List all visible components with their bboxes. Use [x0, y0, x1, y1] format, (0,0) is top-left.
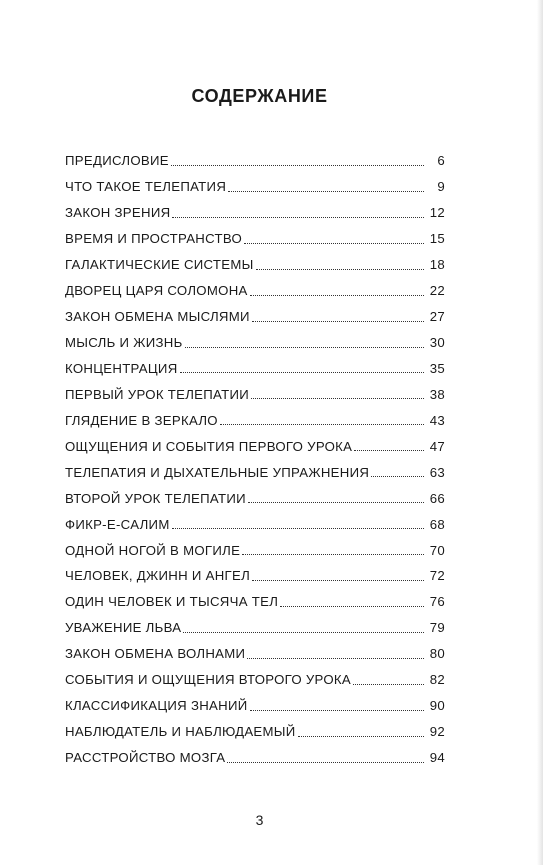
dot-leader: [227, 761, 424, 763]
toc-entry-page: 92: [429, 724, 445, 740]
page-title: СОДЕРЖАНИЕ: [191, 86, 328, 106]
toc-entry-title: МЫСЛЬ И ЖИЗНЬ: [65, 335, 183, 351]
toc-entry-page: 12: [429, 205, 445, 221]
toc-entry-page: 22: [429, 283, 445, 299]
toc-entry-title: РАССТРОЙСТВО МОЗГА: [65, 750, 226, 766]
toc-entry: [65, 693, 445, 719]
page-edge-shadow: [537, 0, 543, 865]
toc-entry: [65, 356, 445, 382]
toc-entry: [65, 459, 445, 485]
toc-entry: [65, 433, 445, 459]
toc-entry-page: 35: [429, 360, 445, 376]
toc-entry-page: 66: [429, 490, 445, 506]
toc-entry-title: ЗАКОН ОБМЕНА МЫСЛЯМИ: [65, 309, 250, 325]
toc-entry: [65, 200, 445, 226]
dot-leader: [252, 579, 424, 581]
toc-entry-page: 38: [429, 386, 445, 402]
toc-entry: [65, 745, 445, 771]
toc-entry: [65, 563, 445, 589]
toc-entry-title: КЛАССИФИКАЦИЯ ЗНАНИЙ: [65, 698, 248, 714]
toc-entry-page: 15: [429, 231, 445, 247]
toc-entry-title: ЗАКОН ОБМЕНА ВОЛНАМИ: [65, 646, 246, 662]
toc-entry-title: ГАЛАКТИЧЕСКИЕ СИСТЕМЫ: [65, 257, 254, 273]
toc-entry: [65, 511, 445, 537]
toc-entry-title: ВТОРОЙ УРОК ТЕЛЕПАТИИ: [65, 490, 246, 506]
dot-leader: [252, 320, 424, 322]
toc-entry: [65, 485, 445, 511]
toc-entry: [65, 719, 445, 745]
dot-leader: [183, 631, 424, 633]
toc-entry: [65, 381, 445, 407]
toc-entry-title: ГЛЯДЕНИЕ В ЗЕРКАЛО: [65, 412, 218, 428]
toc-entry-page: 9: [437, 179, 445, 195]
dot-leader: [298, 735, 424, 737]
toc-entry-title: ТЕЛЕПАТИЯ И ДЫХАТЕЛЬНЫЕ УПРАЖНЕНИЯ: [65, 464, 370, 480]
toc-entry: [65, 537, 445, 563]
dot-leader: [280, 605, 424, 607]
toc-entry-title: ОДИН ЧЕЛОВЕК И ТЫСЯЧА ТЕЛ: [65, 594, 279, 610]
toc-entry: [65, 226, 445, 252]
toc-entry-title: СОБЫТИЯ И ОЩУЩЕНИЯ ВТОРОГО УРОКА: [65, 672, 351, 688]
toc-entry: [65, 615, 445, 641]
dot-leader: [371, 475, 424, 477]
toc-entry-page: 18: [429, 257, 445, 273]
toc-entry-title: НАБЛЮДАТЕЛЬ И НАБЛЮДАЕМЫЙ: [65, 724, 296, 740]
toc-entry: [65, 641, 445, 667]
toc-entry-page: 76: [429, 594, 445, 610]
toc-entry: [65, 252, 445, 278]
toc-entry-title: ОДНОЙ НОГОЙ В МОГИЛЕ: [65, 542, 241, 558]
dot-leader: [220, 423, 424, 425]
toc-entry-title: УВАЖЕНИЕ ЛЬВА: [65, 620, 182, 636]
table-of-contents: [65, 148, 445, 771]
toc-entry-page: 63: [429, 464, 445, 480]
toc-entry-page: 47: [429, 438, 445, 454]
toc-entry-page: 68: [429, 516, 445, 532]
toc-entry-page: 82: [429, 672, 445, 688]
toc-entry: [65, 407, 445, 433]
dot-leader: [244, 242, 424, 244]
dot-leader: [185, 346, 424, 348]
toc-entry-title: ЗАКОН ЗРЕНИЯ: [65, 205, 171, 221]
toc-entry-title: ФИКР-Е-САЛИМ: [65, 516, 170, 532]
toc-entry-title: ПЕРВЫЙ УРОК ТЕЛЕПАТИИ: [65, 386, 250, 402]
toc-entry: [65, 589, 445, 615]
toc-entry-page: 90: [429, 698, 445, 714]
toc-entry: [65, 667, 445, 693]
dot-leader: [242, 553, 424, 555]
toc-entry-page: 80: [429, 646, 445, 662]
dot-leader: [353, 683, 424, 685]
toc-entry: [65, 278, 445, 304]
toc-entry-page: 6: [437, 153, 445, 169]
toc-entry-page: 79: [429, 620, 445, 636]
toc-entry-page: 72: [429, 568, 445, 584]
toc-entry: [65, 148, 445, 174]
toc-entry-page: 70: [429, 542, 445, 558]
page-number: 3: [255, 812, 264, 828]
toc-entry: [65, 330, 445, 356]
toc-entry-page: 30: [429, 335, 445, 351]
dot-leader: [251, 397, 424, 399]
toc-entry-title: ОЩУЩЕНИЯ И СОБЫТИЯ ПЕРВОГО УРОКА: [65, 438, 353, 454]
toc-entry-title: ПРЕДИСЛОВИЕ: [65, 153, 169, 169]
dot-leader: [228, 190, 424, 192]
toc-entry-title: ЧЕЛОВЕК, ДЖИНН И АНГЕЛ: [65, 568, 251, 584]
toc-entry: [65, 174, 445, 200]
dot-leader: [248, 501, 424, 503]
toc-entry-page: 43: [429, 412, 445, 428]
dot-leader: [354, 449, 424, 451]
dot-leader: [172, 216, 424, 218]
dot-leader: [250, 294, 424, 296]
toc-entry-title: ЧТО ТАКОЕ ТЕЛЕПАТИЯ: [65, 179, 227, 195]
toc-entry-title: ДВОРЕЦ ЦАРЯ СОЛОМОНА: [65, 283, 248, 299]
toc-entry-title: ВРЕМЯ И ПРОСТРАНСТВО: [65, 231, 243, 247]
dot-leader: [256, 268, 424, 270]
toc-entry: [65, 304, 445, 330]
toc-entry-page: 27: [429, 309, 445, 325]
dot-leader: [250, 709, 424, 711]
dot-leader: [180, 371, 424, 373]
toc-entry-page: 94: [429, 750, 445, 766]
toc-entry-title: КОНЦЕНТРАЦИЯ: [65, 360, 178, 376]
dot-leader: [171, 164, 424, 166]
dot-leader: [172, 527, 424, 529]
dot-leader: [247, 657, 424, 659]
